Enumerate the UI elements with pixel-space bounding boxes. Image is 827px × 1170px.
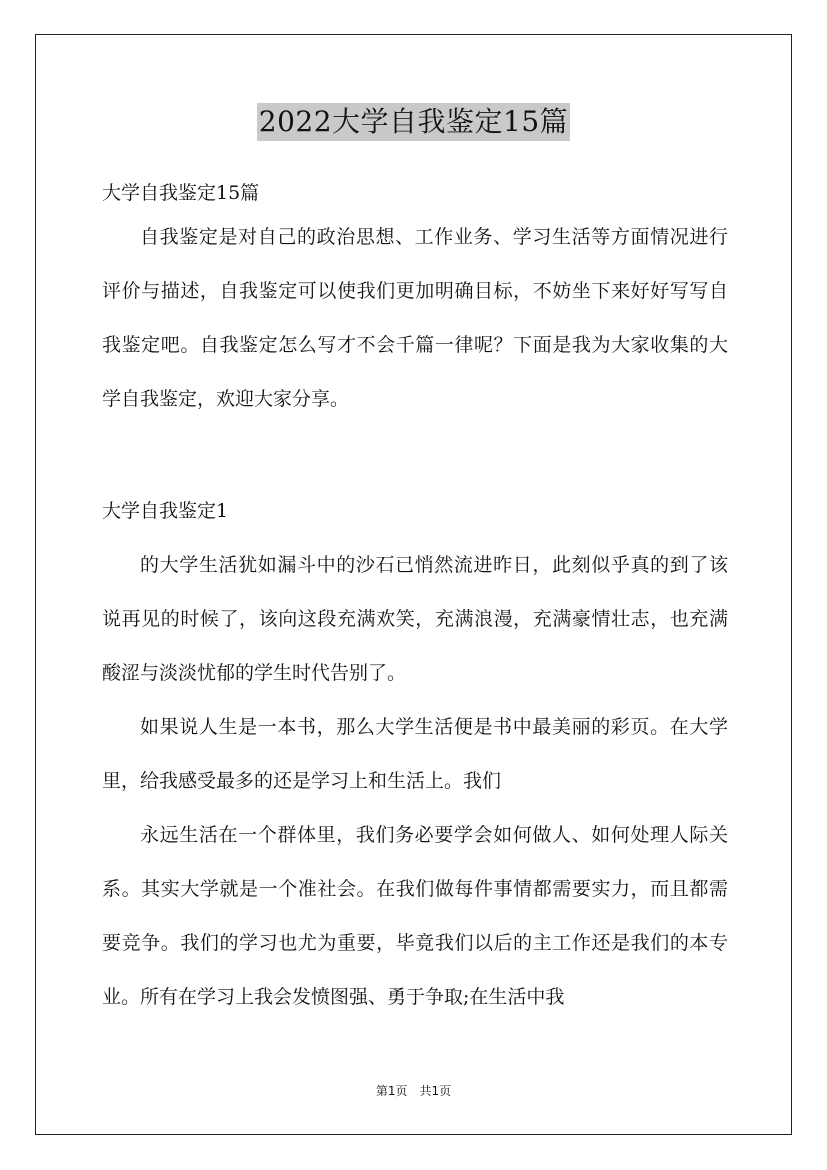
body-paragraph: 永远生活在一个群体里，我们务必要学会如何做人、如何处理人际关系。其实大学就是一个准社会。在我们做每件事情都需要实力，而且都需要竞争。我们的学习也尤为重要，毕竟我们以后的主工作还是我们的本专业。所有在学习上我会发愤图强、勇于争取;在生活中我 — [102, 824, 728, 1008]
body-paragraph: 如果说人生是一本书，那么大学生活便是书中最美丽的彩页。在大学里，给我感受最多的还是学习上和生活上。我们 — [102, 716, 728, 792]
document-subtitle: 大学自我鉴定15篇 — [102, 182, 260, 204]
intro-paragraph: 自我鉴定是对自己的政治思想、工作业务、学习生活等方面情况进行评价与描述，自我鉴定可以使我们更加明确目标，不妨坐下来好好写写自我鉴定吧。自我鉴定怎么写才不会千篇一律呢？下面是我为大家收集的大学自我鉴定，欢迎大家分享。 — [102, 226, 728, 410]
section-spacer — [102, 426, 728, 484]
body-paragraph: 的大学生活犹如漏斗中的沙石已悄然流进昨日，此刻似乎真的到了该说再见的时候了，该向这段充满欢笑，充满浪漫，充满豪情壮志，也充满酸涩与淡淡忧郁的学生时代告别了。 — [102, 554, 728, 684]
document-title: 2022大学自我鉴定15篇 — [257, 103, 570, 141]
section-heading: 大学自我鉴定1 — [102, 500, 229, 522]
page-number: 第1页 共1页 — [375, 1084, 452, 1098]
title-container — [0, 103, 827, 141]
page-footer — [0, 1082, 827, 1099]
document-body — [102, 176, 728, 1024]
